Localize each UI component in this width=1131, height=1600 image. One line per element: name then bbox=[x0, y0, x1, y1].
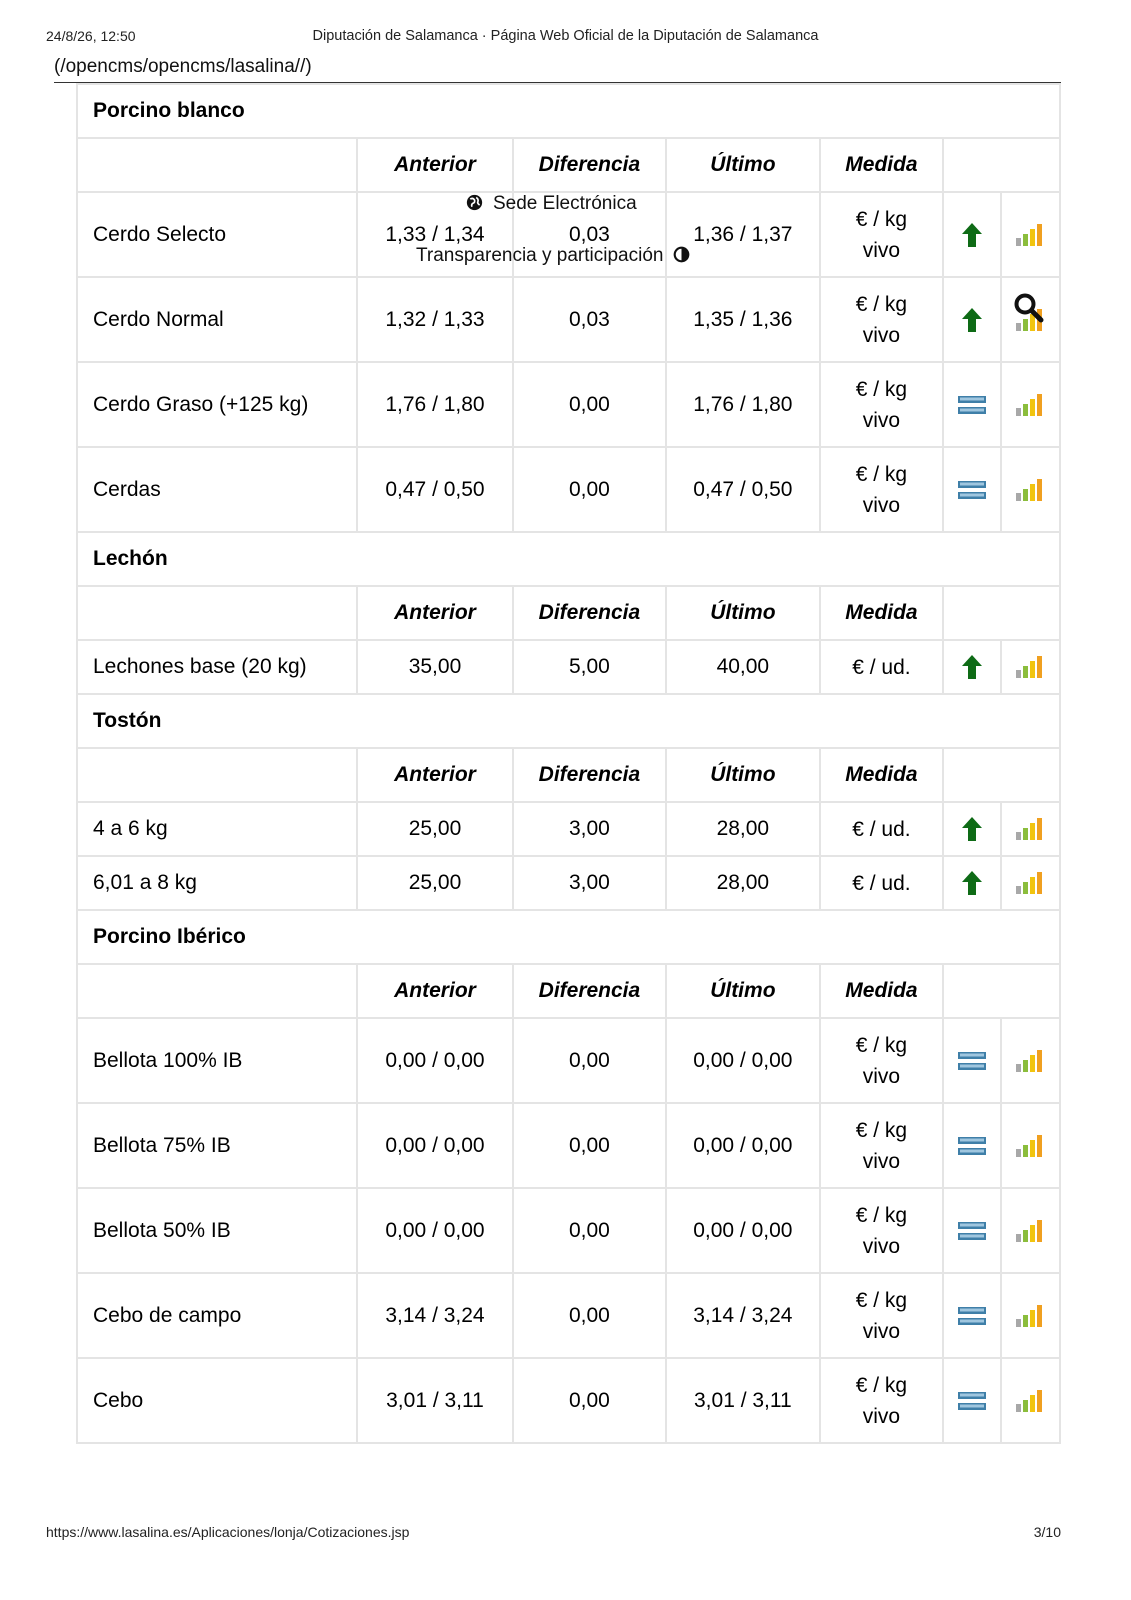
product-name: Cerdas bbox=[77, 447, 357, 532]
column-header-medida: Medida bbox=[820, 586, 944, 640]
trend-cell bbox=[943, 856, 1000, 910]
transparencia-label: Transparencia y participación bbox=[416, 245, 664, 266]
search-button[interactable] bbox=[1013, 292, 1045, 329]
up-arrow-icon bbox=[961, 222, 983, 248]
price-diferencia: 0,00 bbox=[513, 1273, 666, 1358]
price-row bbox=[77, 1018, 1060, 1103]
product-name: Lechones base (20 kg) bbox=[77, 640, 357, 694]
trend-cell bbox=[943, 277, 1000, 362]
history-chart-icon bbox=[1015, 817, 1045, 841]
product-name: Cebo bbox=[77, 1358, 357, 1443]
section-header-row bbox=[77, 84, 1060, 138]
price-anterior: 25,00 bbox=[357, 856, 512, 910]
column-header-anterior: Anterior bbox=[357, 586, 512, 640]
price-diferencia: 0,00 bbox=[513, 1103, 666, 1188]
price-anterior: 25,00 bbox=[357, 802, 512, 856]
column-header-row bbox=[77, 138, 1060, 192]
price-unit bbox=[820, 856, 944, 910]
column-header-blank bbox=[943, 964, 1060, 1018]
column-header-diferencia: Diferencia bbox=[513, 964, 666, 1018]
price-unit bbox=[820, 1103, 944, 1188]
column-header-ultimo: Último bbox=[666, 586, 819, 640]
column-header-ultimo: Último bbox=[666, 748, 819, 802]
print-page-title: Diputación de Salamanca · Página Web Oficial de la Diputación de Salamanca bbox=[312, 28, 819, 44]
price-row bbox=[77, 1188, 1060, 1273]
unit-line-1: € / kg bbox=[855, 377, 908, 401]
price-row bbox=[77, 640, 1060, 694]
unit-line-2: vivo bbox=[862, 1149, 901, 1173]
equal-icon bbox=[957, 1305, 987, 1327]
history-chart-link[interactable] bbox=[1001, 640, 1060, 694]
column-header-anterior: Anterior bbox=[357, 748, 512, 802]
column-header-ultimo: Último bbox=[666, 964, 819, 1018]
column-header-anterior: Anterior bbox=[357, 964, 512, 1018]
history-chart-icon bbox=[1015, 393, 1045, 417]
trend-cell bbox=[943, 1018, 1000, 1103]
column-header-row bbox=[77, 586, 1060, 640]
history-chart-icon bbox=[1015, 1049, 1045, 1073]
product-name: Cerdo Selecto bbox=[77, 192, 357, 277]
column-header-medida: Medida bbox=[820, 138, 944, 192]
price-row bbox=[77, 447, 1060, 532]
history-chart-link[interactable] bbox=[1001, 1018, 1060, 1103]
history-chart-icon bbox=[1015, 871, 1045, 895]
sede-electronica-label: Sede Electrónica bbox=[493, 193, 637, 214]
trend-cell bbox=[943, 802, 1000, 856]
unit-line-2: vivo bbox=[862, 1319, 901, 1343]
price-ultimo: 3,14 / 3,24 bbox=[666, 1273, 819, 1358]
price-row bbox=[77, 802, 1060, 856]
unit-line-1: € / kg bbox=[855, 1288, 908, 1312]
up-arrow-icon bbox=[961, 307, 983, 333]
price-diferencia: 5,00 bbox=[513, 640, 666, 694]
unit-line-1: € / ud. bbox=[852, 817, 911, 841]
price-anterior: 1,33 / 1,34 bbox=[357, 192, 512, 277]
product-name: 6,01 a 8 kg bbox=[77, 856, 357, 910]
price-diferencia: 0,00 bbox=[513, 447, 666, 532]
column-header-medida: Medida bbox=[820, 964, 944, 1018]
equal-icon bbox=[957, 1220, 987, 1242]
unit-line-2: vivo bbox=[862, 238, 901, 262]
price-ultimo: 0,00 / 0,00 bbox=[666, 1103, 819, 1188]
price-unit bbox=[820, 447, 944, 532]
column-header-medida: Medida bbox=[820, 748, 944, 802]
column-header-blank bbox=[77, 586, 357, 640]
price-ultimo: 3,01 / 3,11 bbox=[666, 1358, 819, 1443]
price-row bbox=[77, 277, 1060, 362]
unit-line-2: vivo bbox=[862, 1234, 901, 1258]
product-name: Bellota 100% IB bbox=[77, 1018, 357, 1103]
price-unit bbox=[820, 277, 944, 362]
price-ultimo: 0,00 / 0,00 bbox=[666, 1018, 819, 1103]
globe-icon bbox=[466, 194, 483, 211]
price-ultimo: 40,00 bbox=[666, 640, 819, 694]
price-anterior: 0,00 / 0,00 bbox=[357, 1188, 512, 1273]
price-diferencia: 0,00 bbox=[513, 1018, 666, 1103]
trend-cell bbox=[943, 1103, 1000, 1188]
unit-line-1: € / kg bbox=[855, 207, 908, 231]
price-ultimo: 0,47 / 0,50 bbox=[666, 447, 819, 532]
column-header-ultimo: Último bbox=[666, 138, 819, 192]
trend-cell bbox=[943, 640, 1000, 694]
price-ultimo: 0,00 / 0,00 bbox=[666, 1188, 819, 1273]
price-unit bbox=[820, 802, 944, 856]
price-unit bbox=[820, 1358, 944, 1443]
unit-line-1: € / kg bbox=[855, 1373, 908, 1397]
column-header-blank bbox=[943, 138, 1060, 192]
equal-icon bbox=[957, 479, 987, 501]
column-header-blank bbox=[77, 748, 357, 802]
product-name: Bellota 50% IB bbox=[77, 1188, 357, 1273]
product-name: 4 a 6 kg bbox=[77, 802, 357, 856]
history-chart-link[interactable] bbox=[1001, 1273, 1060, 1358]
column-header-diferencia: Diferencia bbox=[513, 586, 666, 640]
up-arrow-icon bbox=[961, 654, 983, 680]
price-row bbox=[77, 856, 1060, 910]
column-header-blank bbox=[943, 748, 1060, 802]
history-chart-icon bbox=[1015, 1389, 1045, 1413]
column-header-diferencia: Diferencia bbox=[513, 138, 666, 192]
transparencia-link[interactable] bbox=[416, 245, 690, 267]
unit-line-2: vivo bbox=[862, 1064, 901, 1088]
column-header-blank bbox=[943, 586, 1060, 640]
history-chart-icon bbox=[1015, 478, 1045, 502]
unit-line-1: € / kg bbox=[855, 462, 908, 486]
history-chart-link[interactable] bbox=[1001, 1358, 1060, 1443]
unit-line-2: vivo bbox=[862, 323, 901, 347]
unit-line-1: € / kg bbox=[855, 292, 908, 316]
price-anterior: 0,00 / 0,00 bbox=[357, 1018, 512, 1103]
column-header-blank bbox=[77, 138, 357, 192]
history-chart-link[interactable] bbox=[1001, 362, 1060, 447]
column-header-blank bbox=[77, 964, 357, 1018]
unit-line-1: € / kg bbox=[855, 1033, 908, 1057]
trend-cell bbox=[943, 1358, 1000, 1443]
price-diferencia: 0,00 bbox=[513, 1188, 666, 1273]
contrast-icon[interactable] bbox=[673, 246, 690, 263]
section-title: Porcino Ibérico bbox=[77, 910, 1060, 964]
price-ultimo: 1,76 / 1,80 bbox=[666, 362, 819, 447]
unit-line-1: € / ud. bbox=[852, 871, 911, 895]
sede-electronica-link[interactable] bbox=[466, 193, 637, 215]
unit-line-2: vivo bbox=[862, 493, 901, 517]
history-chart-link[interactable] bbox=[1001, 856, 1060, 910]
trend-cell bbox=[943, 192, 1000, 277]
history-chart-icon bbox=[1015, 1304, 1045, 1328]
price-unit bbox=[820, 640, 944, 694]
history-chart-link[interactable] bbox=[1001, 447, 1060, 532]
price-unit bbox=[820, 192, 944, 277]
unit-line-2: vivo bbox=[862, 1404, 901, 1428]
up-arrow-icon bbox=[961, 870, 983, 896]
price-ultimo: 1,35 / 1,36 bbox=[666, 277, 819, 362]
price-diferencia: 0,00 bbox=[513, 362, 666, 447]
history-chart-icon bbox=[1015, 223, 1045, 247]
equal-icon bbox=[957, 1050, 987, 1072]
section-header-row bbox=[77, 532, 1060, 586]
section-title: Lechón bbox=[77, 532, 1060, 586]
home-link[interactable]: (/opencms/opencms/lasalina//) bbox=[54, 56, 312, 77]
product-name: Cerdo Graso (+125 kg) bbox=[77, 362, 357, 447]
section-title: Porcino blanco bbox=[77, 84, 1060, 138]
column-header-anterior: Anterior bbox=[357, 138, 512, 192]
price-unit bbox=[820, 1273, 944, 1358]
history-chart-link[interactable] bbox=[1001, 192, 1060, 277]
column-header-row bbox=[77, 964, 1060, 1018]
column-header-row bbox=[77, 748, 1060, 802]
price-ultimo: 1,36 / 1,37 bbox=[666, 192, 819, 277]
price-diferencia: 0,00 bbox=[513, 1358, 666, 1443]
product-name: Cerdo Normal bbox=[77, 277, 357, 362]
price-row bbox=[77, 362, 1060, 447]
price-ultimo: 28,00 bbox=[666, 856, 819, 910]
footer-page-number: 3/10 bbox=[1033, 1524, 1061, 1540]
column-header-diferencia: Diferencia bbox=[513, 748, 666, 802]
section-header-row bbox=[77, 694, 1060, 748]
price-unit bbox=[820, 1188, 944, 1273]
history-chart-icon bbox=[1015, 1219, 1045, 1243]
price-unit bbox=[820, 1018, 944, 1103]
trend-cell bbox=[943, 1273, 1000, 1358]
product-name: Cebo de campo bbox=[77, 1273, 357, 1358]
price-diferencia: 3,00 bbox=[513, 856, 666, 910]
equal-icon bbox=[957, 1135, 987, 1157]
print-datetime: 24/8/26, 12:50 bbox=[46, 28, 136, 44]
price-unit bbox=[820, 362, 944, 447]
price-row bbox=[77, 1358, 1060, 1443]
unit-line-1: € / ud. bbox=[852, 655, 911, 679]
up-arrow-icon bbox=[961, 816, 983, 842]
price-anterior: 0,00 / 0,00 bbox=[357, 1103, 512, 1188]
price-anterior: 35,00 bbox=[357, 640, 512, 694]
price-diferencia: 0,03 bbox=[513, 192, 666, 277]
unit-line-1: € / kg bbox=[855, 1203, 908, 1227]
price-row bbox=[77, 1103, 1060, 1188]
price-diferencia: 3,00 bbox=[513, 802, 666, 856]
footer-url: https://www.lasalina.es/Aplicaciones/lonja/Cotizaciones.jsp bbox=[46, 1524, 410, 1540]
price-table bbox=[76, 83, 1061, 1444]
unit-line-2: vivo bbox=[862, 408, 901, 432]
price-anterior: 1,76 / 1,80 bbox=[357, 362, 512, 447]
price-anterior: 0,47 / 0,50 bbox=[357, 447, 512, 532]
history-chart-link[interactable] bbox=[1001, 1103, 1060, 1188]
trend-cell bbox=[943, 362, 1000, 447]
unit-line-1: € / kg bbox=[855, 1118, 908, 1142]
price-diferencia: 0,03 bbox=[513, 277, 666, 362]
price-anterior: 1,32 / 1,33 bbox=[357, 277, 512, 362]
equal-icon bbox=[957, 1390, 987, 1412]
price-anterior: 3,01 / 3,11 bbox=[357, 1358, 512, 1443]
price-row bbox=[77, 1273, 1060, 1358]
product-name: Bellota 75% IB bbox=[77, 1103, 357, 1188]
price-ultimo: 28,00 bbox=[666, 802, 819, 856]
history-chart-link[interactable] bbox=[1001, 802, 1060, 856]
search-icon bbox=[1013, 292, 1045, 324]
history-chart-icon bbox=[1015, 1134, 1045, 1158]
history-chart-icon bbox=[1015, 655, 1045, 679]
section-title: Tostón bbox=[77, 694, 1060, 748]
trend-cell bbox=[943, 1188, 1000, 1273]
price-anterior: 3,14 / 3,24 bbox=[357, 1273, 512, 1358]
section-header-row bbox=[77, 910, 1060, 964]
trend-cell bbox=[943, 447, 1000, 532]
history-chart-link[interactable] bbox=[1001, 1188, 1060, 1273]
equal-icon bbox=[957, 394, 987, 416]
